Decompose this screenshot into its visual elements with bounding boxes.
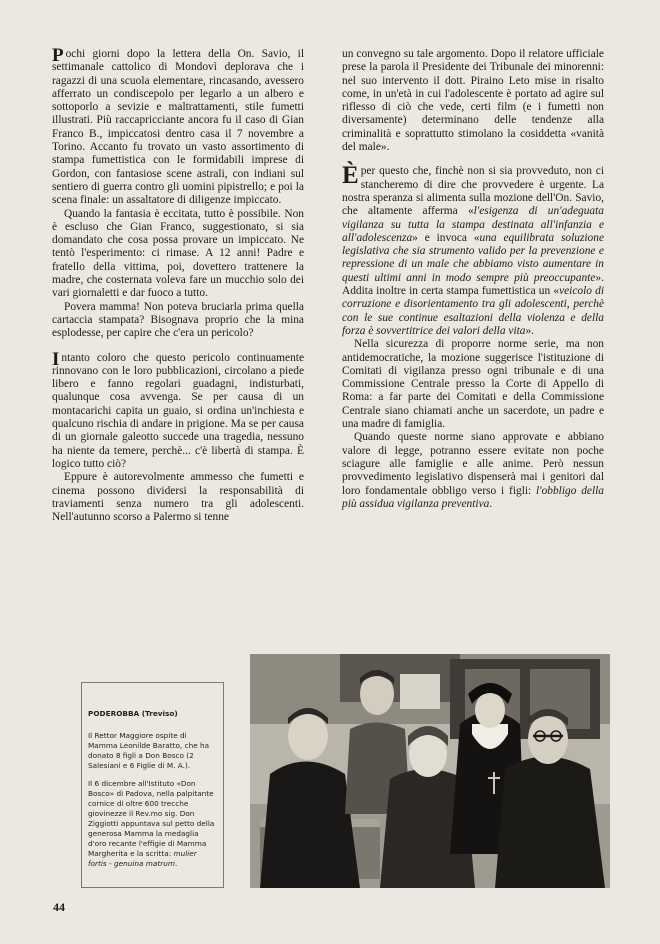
page-number: 44	[53, 900, 65, 914]
paragraph-7: È per questo che, finchè non si sia provveduto, non ci stancheremo di dire che provvedere è urgente. La nostra speranza si alimenta sulla mozione dell'On. Savio, che altamente afferma «l'esigenza di un'adeguata vigilanza su tutta la stampa destinata all'infanzia e all'adolescenza» e invoca «una equilibrata soluzione legislativa che sia strumento valido per la prevenzione e repressione di un male che abbiamo visto aumentare in questi ultimi anni in modo sempre più preoccupante». Addita inoltre in certa stampa fumettistica un «veicolo di corruzione e disorientamento tra gli adolescenti, perchè con le sue continue esaltazioni della violenza e della forza è sovvertitrice dei valori della vita».	[342, 162, 604, 337]
caption-paragraph-2: Il 6 dicembre all'Istituto «Don Bosco» di Padova, nella palpitante cornice di oltre 600 trecche giovinezze il Rev.mo sig. Don Ziggiotti appuntava sul petto della generosa Mamma la medaglia d'oro recante l'effigie di Mamma Margherita e la scritta: mulier fortis - genuina matrum.	[88, 779, 215, 868]
drop-cap-i: I	[52, 348, 60, 370]
drop-cap-e: È	[342, 162, 359, 190]
group-photo	[250, 654, 610, 888]
right-text-column	[342, 48, 604, 511]
paragraph-6: un convegno su tale argomento. Dopo il relatore ufficiale prese la parola il Presidente dei Tribunale dei minorenni: nel suo intervento il dott. Piraino Leto mise in risalto come, in un'età in cui l'adolescente è portato ad agire sul riflesso di ciò che vede, certi film (e i fumetti non diversamente) determinano delle tendenze alla criminalità e soprattutto stimolano la cosiddetta «vanità del male».	[342, 48, 604, 154]
paragraph-1: Pochi giorni dopo la lettera della On. Savio, il settimanale cattolico di Mondovì deplorava che i ragazzi di una scuola elementare, rincasando, avessero afferrato un condiscepolo per legarlo a un albero e sottoporlo a sevizie e maltrattamenti, stile fumetti illustrati. Più raccapricciante ancora fu il caso di Gian Franco B., impiccatosi dentro casa il 7 novembre a Torino. Accanto fu trovato un vasto assortimento di stampa fumettistica con le formidabili imprese di Gordon, con fantasiose scene astrali, con indiani sul sentiero di guerra contro gli uomini pipistrello; e poi la scena finale: un assaltatore di diligenze impiccato.	[52, 45, 304, 207]
paragraph-4: Intanto coloro che questo pericolo continuamente rinnovano con le loro pubblicazioni, circolano a piede libero e fanno regolari guadagni, indisturbati, qualunque cosa avvenga. Se per causa di un montacarichi capita un guaio, si ordina un'inchiesta e qualcuno rischia di andare in prigione. Ma se per causa di un giornale galeotto succede una tragedia, nessuno ha niente da temere, perchè... c'è libertà di stampa. È logico tutto ciò?	[52, 348, 304, 470]
paragraph-9: Quando queste norme siano approvate e abbiano valore di legge, potranno essere evitate non poche sciagure alle famiglie e alle anime. Però nessun provvedimento legislativo dispenserà mai i genitori dal loro fondamentale obbligo verso i figli: l'obbligo della più assidua vigilanza preventiva.	[342, 431, 604, 510]
group-photo-illustration	[250, 654, 610, 888]
left-text-column	[52, 45, 304, 524]
paragraph-3: Povera mamma! Non poteva bruciarla prima quella cartaccia stampata? Bisognava proprio che la mina esplodesse, per capire che c'era un pericolo?	[52, 300, 304, 340]
paragraph-8: Nella sicurezza di proporre norme serie, ma non antidemocratiche, la mozione suggerisce l'istituzione di Comitati di vigilanza presso ogni tribunale e di una Commissione Centrale presso la Corte di Appello di Roma: a far parte dei Comitati e della Commissione Centrale siano chiamati anche un sacerdote, un padre e una madre di famiglia.	[342, 338, 604, 431]
photo-caption-box	[81, 682, 224, 888]
caption-title: PODEROBBA (Treviso)	[88, 709, 178, 718]
caption-paragraph-1: Il Rettor Maggiore ospite di Mamma Leonilde Baratto, che ha donato 8 figli a Don Bosco (2 Salesiani e 6 Figlie di M. A.).	[88, 731, 210, 770]
paragraph-2: Quando la fantasia è eccitata, tutto è possibile. Non è escluso che Gian Franco, suggestionato, si sia domandato che cosa possa provare un impiccato. Ne tentò l'esperimento: ci rimase. A 12 anni! Padre e fratello della vittima, poi, dovettero trattenere la madre, che costernata voleva fare un mucchio solo dei vari giornaletti e dar fuoco a tutto.	[52, 207, 304, 300]
paragraph-5: Eppure è autorevolmente ammesso che fumetti e cinema possono dividersi la responsabilità di traviamenti senza numero tra gli adolescenti. Nell'autunno scorso a Palermo si tenne	[52, 471, 304, 524]
drop-cap-p: P	[52, 45, 64, 66]
